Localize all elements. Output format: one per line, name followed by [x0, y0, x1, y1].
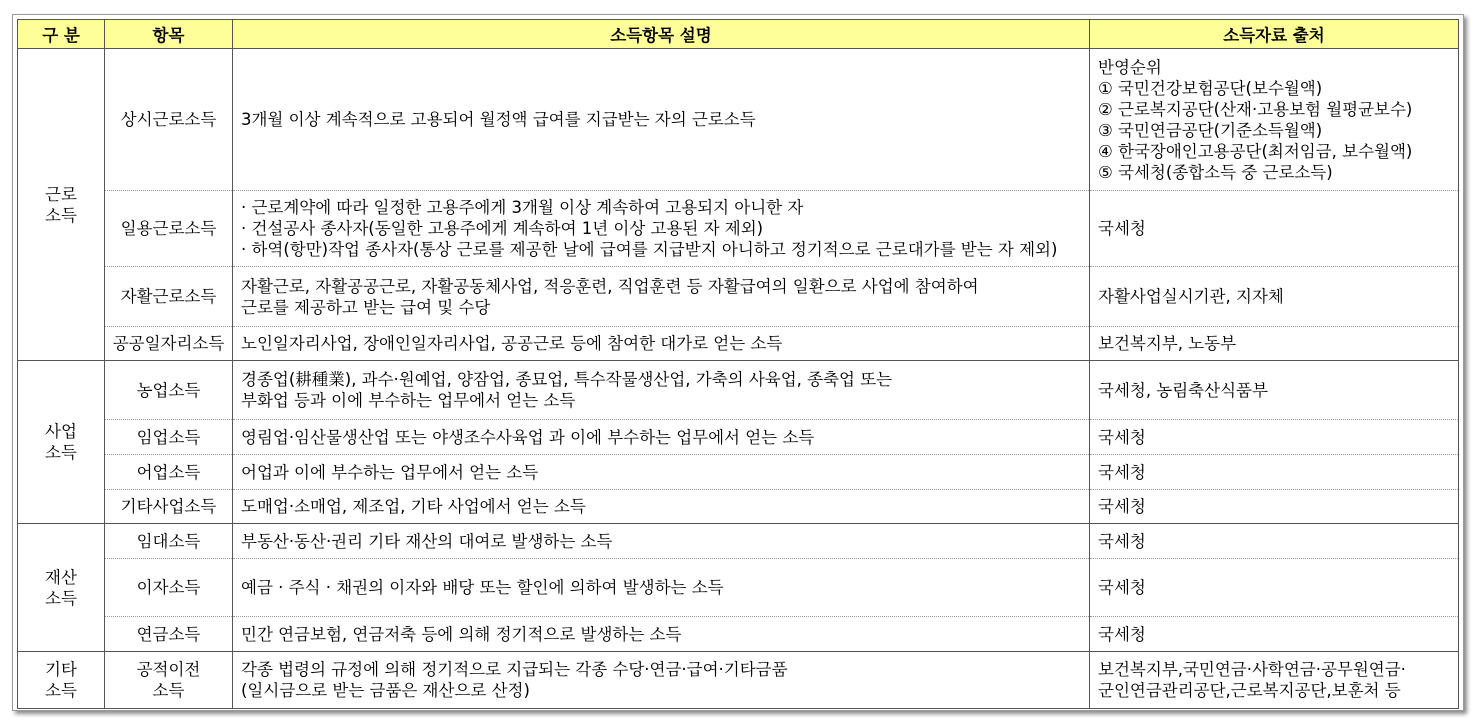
header-source: 소득자료 출처 [1090, 20, 1459, 49]
source-cell-line: 국세청 [1098, 531, 1146, 551]
source-cell-line: 국세청, 농림축산식품부 [1098, 380, 1268, 400]
description-cell-line: 영림업·임산물생산업 또는 야생조수사육업 과 이에 부수하는 업무에서 얻는 소득 [241, 427, 815, 447]
description-cell [233, 490, 1090, 524]
description-cell-line: 근로를 제공하고 받는 급여 및 수당 [241, 297, 491, 317]
description-cell-line: 각종 법령의 규정에 의해 정기적으로 지급되는 각종 수당·연금·급여·기타금품 [241, 660, 788, 679]
item-cell [105, 455, 233, 490]
table-row [18, 49, 1459, 191]
source-cell [1090, 191, 1459, 267]
description-cell-line: 노인일자리사업, 장애인일자리사업, 공공근로 등에 참여한 대가로 얻는 소득 [241, 334, 783, 353]
item-cell [105, 327, 233, 361]
source-cell-line: ④ 한국장애인고용공단(최저임금, 보수월액) [1098, 141, 1413, 161]
item-cell [105, 361, 233, 420]
table-row [18, 455, 1459, 490]
item-cell-line: 기타사업소득 [120, 497, 217, 516]
source-cell-line: 보건복지부, 노동부 [1098, 334, 1237, 353]
source-cell-line: 자활사업실시기관, 지자체 [1098, 287, 1284, 306]
item-cell [105, 559, 233, 617]
description-cell-line: 도매업·소매업, 제조업, 기타 사업에서 얻는 소득 [241, 497, 586, 516]
description-cell [233, 455, 1090, 490]
description-cell-line: 어업과 이에 부수하는 업무에서 얻는 소득 [241, 462, 539, 482]
category-cell [18, 361, 105, 524]
table-frame [12, 14, 1464, 711]
source-cell-line: 국세청 [1098, 462, 1146, 482]
source-cell [1090, 524, 1459, 559]
table-row [18, 617, 1459, 652]
source-cell-line: 국세청 [1098, 427, 1146, 447]
description-cell-line: 자활근로, 자활공공근로, 자활공동체사업, 적응훈련, 직업훈련 등 자활급여의 일환으로 사업에 참여하여 [241, 276, 979, 296]
description-cell-line: 경종업(耕種業), 과수·원예업, 양잠업, 종묘업, 특수작물생산업, 가축의 사육업, 종축업 또는 [241, 370, 893, 389]
description-cell [233, 267, 1090, 327]
source-cell [1090, 420, 1459, 455]
item-cell [105, 420, 233, 455]
source-cell-line: 반영순위 [1098, 57, 1162, 77]
source-cell-line: 군인연금관리공단,근로복지공단,보훈처 등 [1098, 681, 1401, 700]
category-label: 소득 [45, 588, 77, 608]
table-row [18, 191, 1459, 267]
item-cell [105, 490, 233, 524]
description-cell [233, 617, 1090, 652]
item-cell-line: 공적이전 [136, 660, 201, 679]
source-cell-line: ① 국민건강보험공단(보수월액) [1098, 78, 1323, 98]
category-label: 기타 [45, 660, 77, 679]
table-body [18, 49, 1459, 709]
description-cell-line: · 근로계약에 따라 일정한 고용주에게 3개월 이상 계속하여 고용되지 아니한 자 [241, 198, 804, 217]
description-cell [233, 559, 1090, 617]
description-cell [233, 524, 1090, 559]
category-cell [18, 49, 105, 361]
source-cell-line: ⑤ 국세청(종합소득 중 근로소득) [1098, 162, 1333, 182]
source-cell [1090, 361, 1459, 420]
source-cell [1090, 559, 1459, 617]
item-cell [105, 191, 233, 267]
item-cell [105, 652, 233, 709]
source-cell [1090, 455, 1459, 490]
category-cell [18, 652, 105, 709]
category-label: 재산 [45, 567, 77, 587]
item-cell [105, 267, 233, 327]
category-label: 사업 [45, 422, 77, 441]
source-cell [1090, 49, 1459, 191]
description-cell [233, 652, 1090, 709]
item-cell [105, 617, 233, 652]
description-cell-line: 예금 · 주식 · 채권의 이자와 배당 또는 할인에 의하여 발생하는 소득 [241, 578, 724, 597]
description-cell-line: (일시금으로 받는 금품은 재산으로 산정) [241, 681, 530, 700]
item-cell-line: 임업소득 [136, 427, 201, 447]
source-cell-line: ③ 국민연금공단(기준소득월액) [1098, 120, 1323, 140]
description-cell-line: 3개월 이상 계속적으로 고용되어 월정액 급여를 지급받는 자의 근로소득 [241, 110, 756, 129]
table-row [18, 652, 1459, 709]
table-row [18, 559, 1459, 617]
item-cell-line: 연금소득 [136, 624, 201, 644]
category-label: 소득 [45, 205, 77, 225]
item-cell [105, 524, 233, 559]
header-description: 소득항목 설명 [233, 20, 1090, 49]
item-cell-line: 자활근로소득 [120, 287, 217, 306]
description-cell [233, 191, 1090, 267]
table-row [18, 490, 1459, 524]
category-label: 근로 [45, 184, 77, 204]
category-label: 소득 [45, 443, 77, 462]
item-cell [105, 49, 233, 191]
description-cell-line: · 하역(항만)작업 종사자(통상 근로를 제공한 날에 급여를 지급받지 아니하고 정기적으로 근로대가를 받는 자 제외) [241, 240, 1058, 259]
item-cell-line: 소득 [152, 681, 185, 700]
source-cell-line: 보건복지부,국민연금·사학연금·공무원연금· [1098, 660, 1406, 679]
item-cell-line: 임대소득 [136, 531, 201, 551]
header-row [18, 20, 1459, 49]
source-cell [1090, 617, 1459, 652]
table-row [18, 361, 1459, 420]
source-cell [1090, 490, 1459, 524]
source-cell-line: 국세청 [1098, 497, 1146, 516]
description-cell [233, 49, 1090, 191]
item-cell-line: 이자소득 [136, 578, 201, 597]
description-cell-line: 부화업 등과 이에 부수하는 업무에서 얻는 소득 [241, 391, 576, 410]
source-cell [1090, 327, 1459, 361]
table-row [18, 327, 1459, 361]
description-cell-line: 민간 연금보험, 연금저축 등에 의해 정기적으로 발생하는 소득 [241, 624, 682, 644]
source-cell-line: 국세청 [1098, 219, 1146, 238]
source-cell [1090, 652, 1459, 709]
category-cell [18, 524, 105, 652]
income-table [17, 19, 1459, 709]
header-item: 항목 [105, 20, 233, 49]
description-cell-line: · 건설공사 종사자(동일한 고용주에게 계속하여 1년 이상 고용된 자 제외) [241, 219, 764, 238]
header-category: 구 분 [18, 20, 105, 49]
category-label: 소득 [45, 681, 77, 700]
description-cell-line: 부동산·동산·권리 기타 재산의 대여로 발생하는 소득 [241, 531, 613, 551]
item-cell-line: 공공일자리소득 [112, 334, 225, 353]
source-cell [1090, 267, 1459, 327]
item-cell-line: 농업소득 [136, 380, 201, 400]
table-row [18, 267, 1459, 327]
item-cell-line: 상시근로소득 [120, 110, 217, 129]
item-cell-line: 일용근로소득 [120, 219, 217, 238]
source-cell-line: ② 근로복지공단(산재·고용보험 월평균보수) [1098, 99, 1413, 119]
description-cell [233, 420, 1090, 455]
source-cell-line: 국세청 [1098, 624, 1146, 644]
table-row [18, 420, 1459, 455]
table-row [18, 524, 1459, 559]
description-cell [233, 327, 1090, 361]
item-cell-line: 어업소득 [136, 462, 201, 482]
source-cell-line: 국세청 [1098, 578, 1146, 597]
description-cell [233, 361, 1090, 420]
